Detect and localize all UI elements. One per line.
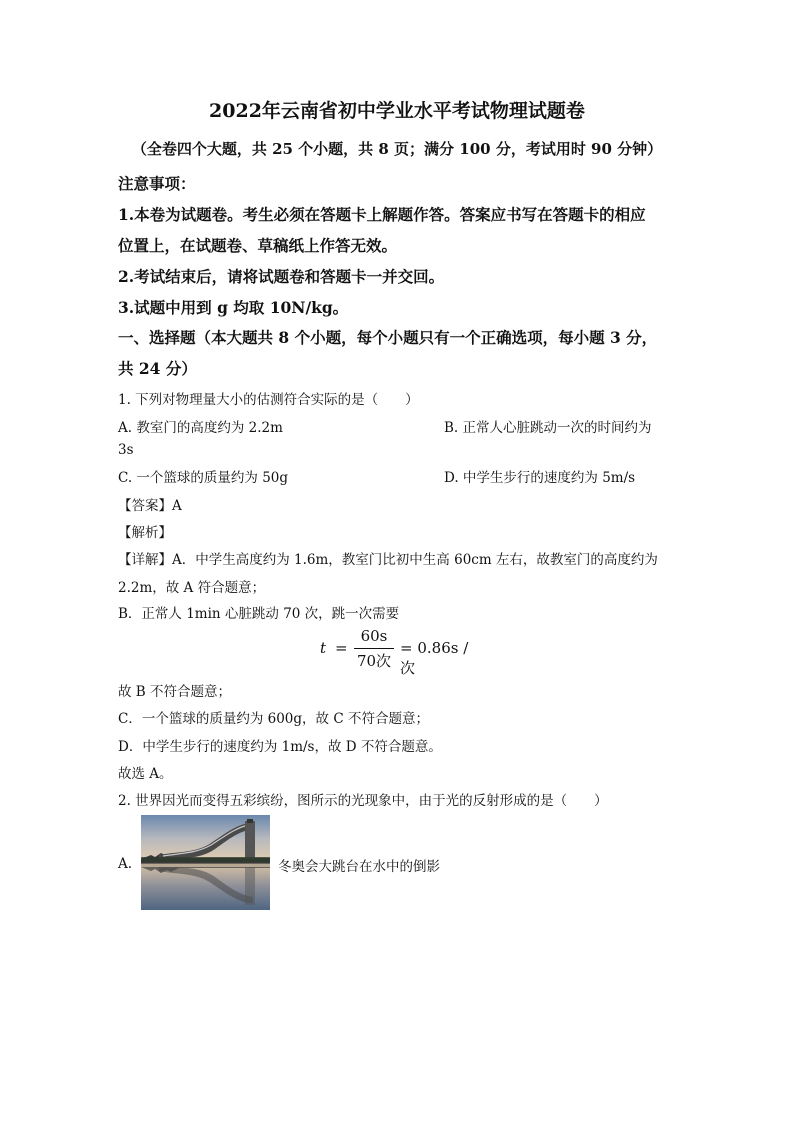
after-line: 故 B 不符合题意； xyxy=(118,684,232,700)
page-title: 2022年云南省初中学业水平考试物理试题卷 xyxy=(209,100,585,122)
section-heading-cont: 共 24 分） xyxy=(118,359,197,378)
formula-equals: = xyxy=(335,639,348,657)
notice-line: 1.本卷为试题卷。考生必须在答题卡上解题作答。答案应书写在答题卡的相应 xyxy=(118,205,646,224)
question-2-option-a-text: 冬奥会大跳台在水中的倒影 xyxy=(278,859,440,875)
question-1-option-b-cont: 3s xyxy=(118,442,134,458)
notice-line: 2.考试结束后，请将试题卷和答题卡一并交回。 xyxy=(118,267,445,286)
after-line: D．中学生步行的速度约为 1m/s，故 D 不符合题意。 xyxy=(118,739,442,755)
notice-heading: 注意事项： xyxy=(118,174,196,193)
question-1-stem: 1. 下列对物理量大小的估测符合实际的是（ ） xyxy=(118,392,419,408)
detail-line: 【详解】A．中学生高度约为 1.6m，教室门比初中生高 60cm 左右，故教室门的高度约为 xyxy=(118,552,658,568)
after-line: 故选 A。 xyxy=(118,766,173,782)
question-1-option-b: B. 正常人心脏跳动一次的时间约为 xyxy=(444,420,652,436)
after-line: C．一个篮球的质量约为 600g，故 C 不符合题意； xyxy=(118,711,429,727)
question-1-option-a: A. 教室门的高度约为 2.2m xyxy=(118,420,283,436)
notice-line: 位置上，在试题卷、草稿纸上作答无效。 xyxy=(118,236,398,255)
detail-line: 2.2m，故 A 符合题意； xyxy=(118,580,266,596)
exam-subtitle: （全卷四个大题，共 25 个小题，共 8 页；满分 100 分，考试用时 90 分钟） xyxy=(131,140,663,158)
section-heading: 一、选择题（本大题共 8 个小题，每个小题只有一个正确选项，每小题 3 分， xyxy=(118,328,658,347)
answer-label: 【答案】A xyxy=(118,498,182,514)
formula xyxy=(320,627,480,677)
formula-numerator: 60s xyxy=(360,627,388,645)
formula-denominator: 70次 xyxy=(356,652,392,670)
analysis-label: 【解析】 xyxy=(118,525,172,541)
formula-result: = 0.86s / 次 xyxy=(400,639,469,677)
question-1-option-d: D. 中学生步行的速度约为 5m/s xyxy=(444,470,636,486)
ski-jump-reflection-image xyxy=(141,815,270,910)
fraction-bar xyxy=(354,648,394,649)
notice-line: 3.试题中用到 g 均取 10N/kg。 xyxy=(118,298,349,317)
question-2-option-a-label: A. xyxy=(118,856,133,872)
question-1-option-c: C. 一个篮球的质量约为 50g xyxy=(118,470,289,486)
detail-line: B．正常人 1min 心脏跳动 70 次，跳一次需要 xyxy=(118,606,400,622)
question-2-stem: 2. 世界因光而变得五彩缤纷，图所示的光现象中，由于光的反射形成的是（ ） xyxy=(118,793,608,809)
formula-variable: t xyxy=(320,639,327,657)
